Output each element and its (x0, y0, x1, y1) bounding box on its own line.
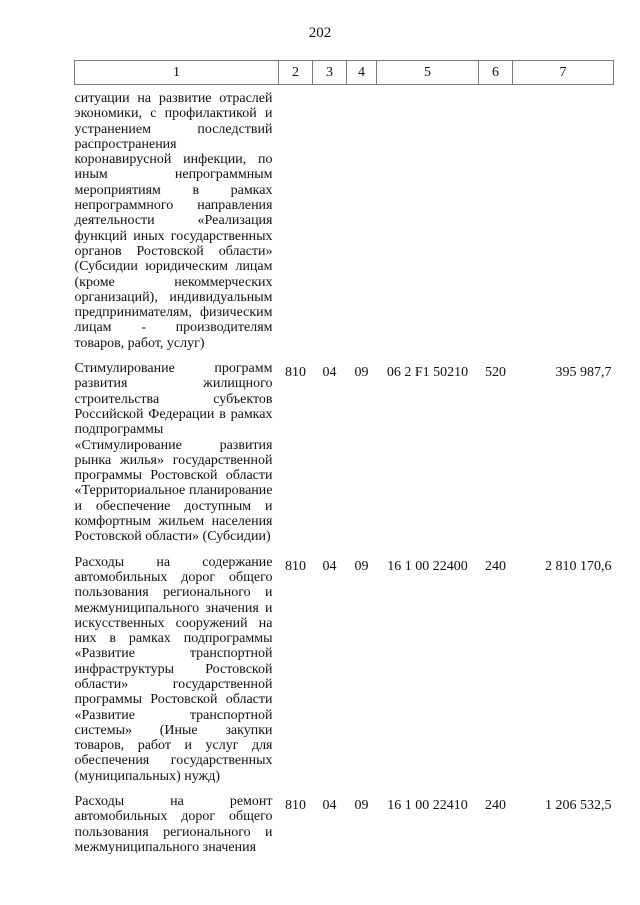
column-header-row (75, 61, 614, 85)
target-article-code (377, 85, 479, 352)
column-header-7: 7 (513, 61, 614, 85)
ministry-code: 810 (285, 798, 306, 814)
expense-type-code: 240 (485, 558, 506, 574)
section-code: 04 (322, 365, 337, 381)
table-row (75, 794, 614, 855)
section-code: 04 (322, 558, 337, 574)
section-code: 04 (322, 798, 337, 814)
amount-value (513, 85, 614, 352)
column-header-3: 3 (313, 61, 347, 85)
column-header-1: 1 (75, 61, 279, 85)
target-article-code: 06 2 F1 50210 (386, 365, 469, 381)
expense-type-code: 520 (485, 365, 506, 381)
table-row (75, 85, 614, 352)
row-description: Стимулирование программ развития жилищного строительства субъектов Российской Федерации в рамках подпрограммы «Стимулирование развития рынка жилья» государственной программы Ростовской области «Территориальное планирование и обеспечение доступным и комфортным жильем населения Ростовской области» (Субсидии) (74, 361, 273, 545)
amount-value: 2 810 170,6 (545, 558, 612, 574)
column-header-5: 5 (377, 61, 479, 85)
page-number: 202 (308, 25, 332, 41)
ministry-code: 810 (285, 365, 306, 381)
subsection-code (347, 85, 377, 352)
column-header-6: 6 (479, 61, 513, 85)
table-row (75, 361, 614, 545)
amount-value: 1 206 532,5 (545, 798, 612, 814)
subsection-code: 09 (354, 798, 369, 814)
amount-value: 395 987,7 (555, 365, 612, 381)
ministry-code: 810 (285, 558, 306, 574)
subsection-code: 09 (354, 558, 369, 574)
budget-table (74, 60, 614, 855)
column-header-4: 4 (347, 61, 377, 85)
target-article-code: 16 1 00 22410 (387, 798, 468, 814)
column-header-2: 2 (279, 61, 313, 85)
section-code (313, 85, 347, 352)
target-article-code: 16 1 00 22400 (387, 558, 468, 574)
row-description: Расходы на содержание автомобильных дорог общего пользования регионального и межмуниципального значения и искусственных сооружений на них в рамках подпрограммы «Развитие транспортной инфраструктуры Ростовской области» государственной программы Ростовской области «Развитие транспортной системы» (Иные закупки товаров, работ и услуг для обеспечения государственных (муниципальных) нужд) (74, 554, 273, 784)
ministry-code (279, 85, 313, 352)
expense-type-code: 240 (485, 798, 506, 814)
row-description: ситуации на развитие отраслей экономики, с профилактикой и устранением последствий распространения коронавирусной инфекции, по иным непрограммным мероприятиям в рамках непрограммного направления деятельности «Реализация функций иных государственных органов Ростовской области» (Субсидии юридическим лицам (кроме некоммерческих организаций), индивидуальным предпринимателям, физическим лицам - производителям товаров, работ, услуг) (74, 91, 273, 351)
row-description: Расходы на ремонт автомобильных дорог общего пользования регионального и межмуниципального значения (74, 794, 273, 855)
expense-type-code (479, 85, 513, 352)
table-row (75, 555, 614, 784)
subsection-code: 09 (354, 365, 369, 381)
